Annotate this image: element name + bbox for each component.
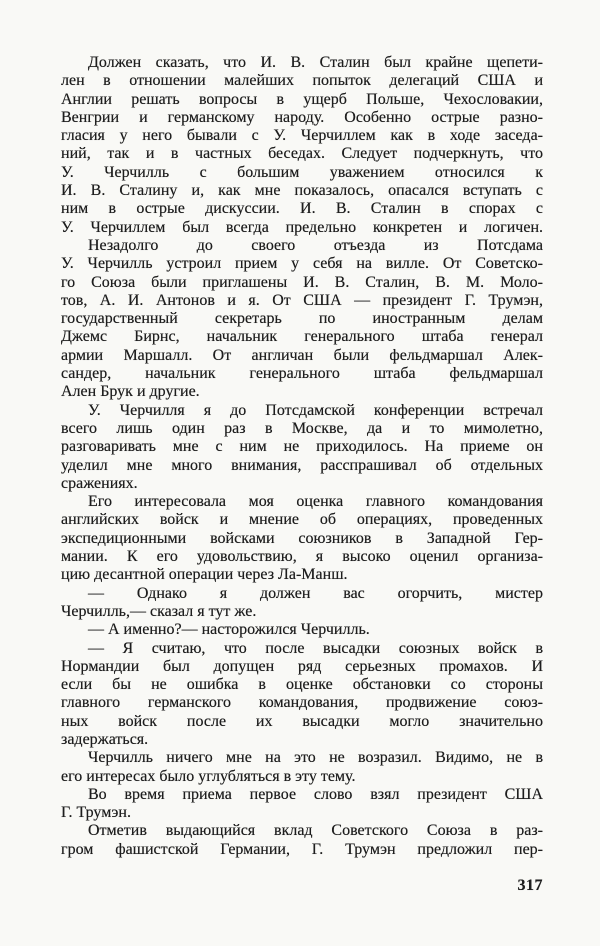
paragraph bbox=[61, 822, 543, 859]
text-line: Нормандии был допущен ряд серьезных промахов. И bbox=[61, 657, 543, 675]
text-line: сандер, начальник генерального штаба фельдмаршал bbox=[61, 365, 543, 383]
text-line: Ален Брук и другие. bbox=[61, 383, 200, 401]
text-line: У. Черчилль с большим уважением относился к bbox=[61, 163, 543, 181]
paragraph bbox=[61, 640, 543, 750]
text-line: Во время приема первое слово взял президент США bbox=[88, 785, 543, 803]
paragraph bbox=[61, 493, 543, 584]
text-line: гром фашистской Германии, Г. Трумэн предложил пер- bbox=[61, 840, 543, 858]
text-line: У. Черчилля я до Потсдамской конференции встречал bbox=[88, 401, 543, 419]
paragraph bbox=[61, 621, 543, 639]
text-line: И. В. Сталину и, как мне показалось, опасался вступать с bbox=[61, 182, 543, 200]
paragraph bbox=[61, 749, 543, 786]
text-line: Черчилль,— сказал я тут же. bbox=[61, 602, 257, 620]
text-line: Черчилль ничего мне на это не возразил. Видимо, не в bbox=[88, 749, 543, 767]
text-line: Должен сказать, что И. В. Сталин был крайне щепети- bbox=[88, 54, 543, 71]
text-line: цию десантной операции через Ла-Манш. bbox=[61, 566, 348, 584]
text-line: тов, А. И. Антонов и я. От США — президент Г. Трумэн, bbox=[61, 291, 543, 309]
text-line: У. Черчилль устроил прием у себя на вилле. От Советско- bbox=[61, 255, 543, 273]
paragraph bbox=[61, 54, 543, 237]
text-line: Англии решать вопросы в ущерб Польше, Чехословакии, bbox=[61, 90, 543, 108]
text-line: сражениях. bbox=[61, 474, 138, 492]
text-line: ний, так и в частных беседах. Следует подчеркнуть, что bbox=[61, 145, 543, 163]
text-line: — А именно?— насторожился Черчилль. bbox=[88, 621, 370, 639]
text-line: государственный секретарь по иностранным делам bbox=[61, 310, 543, 328]
text-line: го Союза были приглашены И. В. Сталин, В. М. Моло- bbox=[61, 273, 543, 291]
text-line: мании. К его удовольствию, я высоко оценил организа- bbox=[61, 548, 543, 566]
text-line: Венгрии и германскому народу. Особенно острые разно- bbox=[61, 108, 543, 126]
text-line: английских войск и мнение об операциях, проведенных bbox=[61, 511, 543, 529]
text-line: армии Маршалл. От англичан были фельдмаршал Алек- bbox=[61, 346, 543, 364]
text-line: — Я считаю, что после высадки союзных войск в bbox=[88, 639, 543, 657]
text-line: всего лишь один раз в Москве, да и то мимолетно, bbox=[61, 419, 543, 437]
text-line: Джемс Бирнс, начальник генерального штаба генерал bbox=[61, 328, 543, 346]
text-line: ним в острые дискуссии. И. В. Сталин в спорах с bbox=[61, 200, 543, 218]
text-line: если бы не ошибка в оценке обстановки со стороны bbox=[61, 676, 543, 694]
text-line: главного германского командования, продвижение союз- bbox=[61, 694, 543, 712]
text-line: уделил мне много внимания, расспрашивал об отдельных bbox=[61, 456, 543, 474]
paragraph bbox=[61, 786, 543, 823]
text-line: разговаривать мне с ним не приходилось. На приеме он bbox=[61, 438, 543, 456]
text-line: лен в отношении малейших попыток делегаций США и bbox=[61, 72, 543, 90]
text-line: ных войск после их высадки могло значительно bbox=[61, 712, 543, 730]
text-line: — Однако я должен вас огорчить, мистер bbox=[88, 584, 543, 602]
text-line: его интересах было углубляться в эту тему. bbox=[61, 767, 356, 785]
text-line: задержаться. bbox=[61, 730, 149, 748]
text-line: Незадолго до своего отъезда из Потсдама bbox=[88, 236, 543, 254]
text-line: Г. Трумэн. bbox=[61, 804, 131, 822]
page-text bbox=[61, 54, 543, 859]
text-line: Его интересовала моя оценка главного командования bbox=[88, 493, 543, 511]
text-line: Отметив выдающийся вклад Советского Союза в раз- bbox=[88, 822, 543, 840]
text-line: У. Черчиллем был всегда предельно конкретен и логичен. bbox=[61, 218, 543, 236]
paragraph bbox=[61, 585, 543, 622]
text-line: экспедиционными войсками союзников в Западной Гер- bbox=[61, 529, 543, 547]
paragraph bbox=[61, 237, 543, 402]
text-line: гласия у него бывали с У. Черчиллем как в ходе заседа- bbox=[61, 127, 543, 145]
page-number: 317 bbox=[517, 877, 543, 894]
paragraph bbox=[61, 402, 543, 493]
